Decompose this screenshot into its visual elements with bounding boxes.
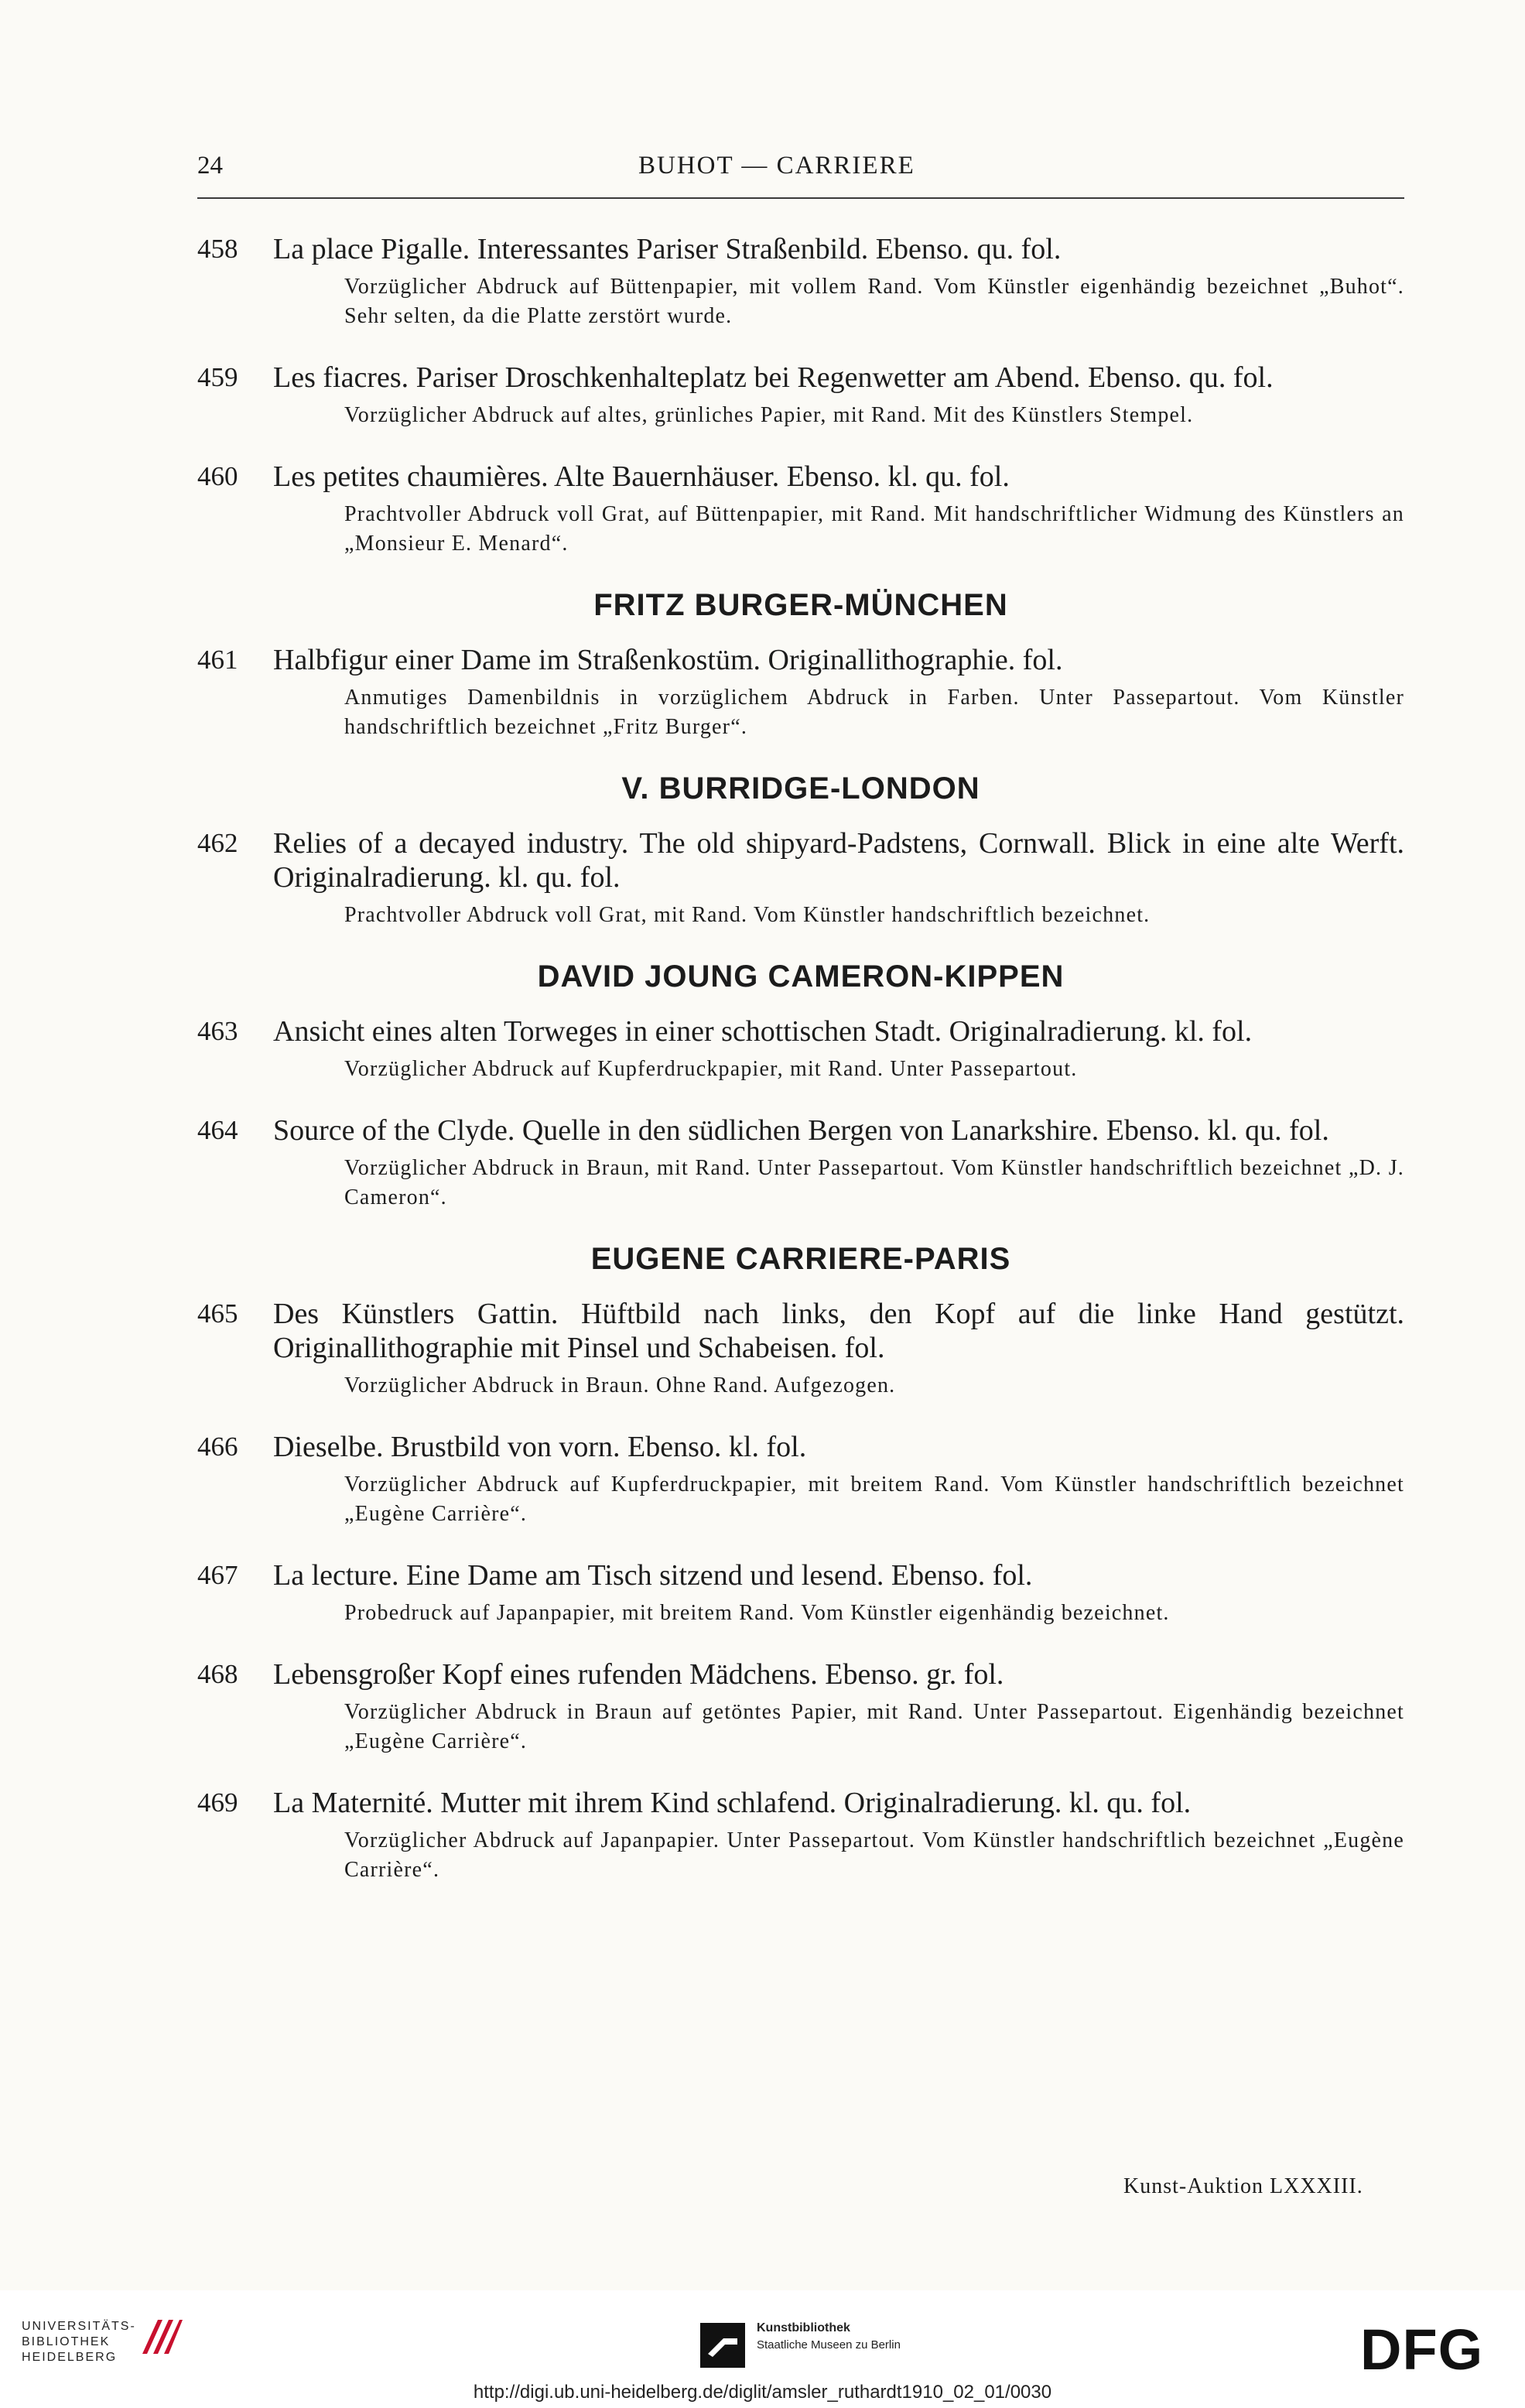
lot-number: 468 <box>197 1659 238 1689</box>
lot-number: 459 <box>197 362 238 392</box>
lot-title: Les fiacres. Pariser Droschkenhalteplatz bei Regenwetter am Abend. Ebenso. qu. fol. <box>273 361 1274 394</box>
lot-description: Prachtvoller Abdruck voll Grat, mit Rand. Vom Künstler handschriftlich bezeichnet. <box>344 903 1151 927</box>
lot-description: Vorzüglicher Abdruck auf altes, grünliches Papier, mit Rand. Mit des Künstlers Stempel. <box>344 403 1194 427</box>
lot-title: Des Künstlers Gattin. Hüftbild nach links, den Kopf auf die linke Hand gestützt. Originallithographie mit Pinsel und Schabeisen. fol. <box>273 1298 1404 1364</box>
lot-description: Anmutiges Damenbildnis in vorzüglichem Abdruck in Farben. Unter Passepartout. Vom Künstler handschriftlich bezeichnet „Fritz Burger“. <box>344 686 1404 739</box>
lot-title: Lebensgroßer Kopf eines rufenden Mädchens. Ebenso. gr. fol. <box>273 1658 1004 1691</box>
lot-number: 467 <box>197 1560 238 1590</box>
kunstbibliothek-logo-icon <box>700 2323 745 2368</box>
lot-title: La place Pigalle. Interessantes Pariser Straßenbild. Ebenso. qu. fol. <box>273 233 1062 265</box>
artist-heading: EUGENE CARRIERE-PARIS <box>590 1242 1011 1276</box>
lot-description: Prachtvoller Abdruck voll Grat, auf Büttenpapier, mit Rand. Mit handschriftlicher Widmung des Künstlers an „Monsieur E. Menard“. <box>344 502 1404 556</box>
university-logo-icon <box>136 2314 184 2360</box>
artist-heading: DAVID JOUNG CAMERON-KIPPEN <box>537 959 1065 994</box>
lot-number: 464 <box>197 1115 238 1145</box>
lot-number: 458 <box>197 234 238 264</box>
catalogue-entry <box>197 643 1404 742</box>
catalogue-entry <box>197 361 1404 430</box>
catalogue-entries <box>197 232 1404 1914</box>
lot-title: La Maternité. Mutter mit ihrem Kind schlafend. Originalradierung. kl. qu. fol. <box>273 1787 1192 1819</box>
lot-description: Vorzüglicher Abdruck auf Kupferdruckpapier, mit Rand. Unter Passepartout. <box>344 1057 1078 1081</box>
lot-number: 463 <box>197 1016 238 1046</box>
dfg-logo: DFG <box>1360 2317 1484 2382</box>
page-number: 24 <box>197 152 223 180</box>
lot-title: Halbfigur einer Dame im Straßenkostüm. Originallithographie. fol. <box>273 644 1063 676</box>
lot-description: Vorzüglicher Abdruck in Braun. Ohne Rand. Aufgezogen. <box>344 1373 896 1397</box>
lot-title: Relies of a decayed industry. The old shipyard-Padstens, Cornwall. Blick in eine alte Werft. Originalradierung. kl. qu. fol. <box>273 827 1404 894</box>
catalogue-entry <box>197 1786 1404 1885</box>
lot-number: 461 <box>197 645 238 675</box>
lot-description: Vorzüglicher Abdruck auf Büttenpapier, mit vollem Rand. Vom Künstler eigenhändig bezeichnet „Buhot“. Sehr selten, da die Platte zerstört wurde. <box>344 275 1404 328</box>
kunstbibliothek-label: Kunstbibliothek Staatliche Museen zu Berlin <box>757 2321 901 2352</box>
running-title: BUHOT — CARRIERE <box>638 152 915 180</box>
lot-number: 460 <box>197 461 238 491</box>
catalogue-entry <box>197 826 1404 930</box>
source-url: http://digi.ub.uni-heidelberg.de/diglit/amsler_ruthardt1910_02_01/0030 <box>473 2382 1052 2403</box>
lot-description: Probedruck auf Japanpapier, mit breitem Rand. Vom Künstler eigenhändig bezeichnet. <box>344 1601 1170 1625</box>
catalogue-entry <box>197 232 1404 331</box>
lot-description: Vorzüglicher Abdruck in Braun auf getöntes Papier, mit Rand. Unter Passepartout. Eigenhändig bezeichnet „Eugène Carrière“. <box>344 1700 1404 1753</box>
lot-title: Les petites chaumières. Alte Bauernhäuser. Ebenso. kl. qu. fol. <box>273 460 1010 493</box>
lot-number: 465 <box>197 1298 238 1329</box>
artist-heading: V. BURRIDGE-LONDON <box>621 771 980 806</box>
lot-title: Dieselbe. Brustbild von vorn. Ebenso. kl. fol. <box>273 1431 807 1463</box>
catalogue-entry <box>197 1297 1404 1401</box>
catalogue-entry <box>197 1430 1404 1529</box>
header-rule <box>197 197 1404 199</box>
lot-description: Vorzüglicher Abdruck in Braun, mit Rand. Unter Passepartout. Vom Künstler handschriftlich bezeichnet „D. J. Cameron“. <box>344 1156 1404 1209</box>
university-library-name: UNIVERSITÄTS- BIBLIOTHEK HEIDELBERG <box>22 2320 136 2364</box>
catalogue-entry <box>197 1014 1404 1084</box>
lot-title: Source of the Clyde. Quelle in den südlichen Bergen von Lanarkshire. Ebenso. kl. qu. fol. <box>273 1114 1329 1147</box>
lot-title: Ansicht eines alten Torweges in einer schottischen Stadt. Originalradierung. kl. fol. <box>273 1015 1253 1048</box>
catalogue-entry <box>197 460 1404 559</box>
catalogue-entry <box>197 1113 1404 1213</box>
lot-number: 466 <box>197 1431 238 1462</box>
catalogue-entry <box>197 1657 1404 1756</box>
lot-number: 462 <box>197 828 238 858</box>
lot-title: La lecture. Eine Dame am Tisch sitzend und lesend. Ebenso. fol. <box>273 1559 1033 1592</box>
artist-heading: FRITZ BURGER-MÜNCHEN <box>593 588 1008 622</box>
lot-description: Vorzüglicher Abdruck auf Kupferdruckpapier, mit breitem Rand. Vom Künstler handschriftlich bezeichnet „Eugène Carrière“. <box>344 1473 1404 1526</box>
lot-number: 469 <box>197 1787 238 1818</box>
running-header <box>197 152 1404 189</box>
signature-mark: Kunst-Auktion LXXXIII. <box>1123 2174 1363 2198</box>
catalogue-entry <box>197 1558 1404 1628</box>
lot-description: Vorzüglicher Abdruck auf Japanpapier. Unter Passepartout. Vom Künstler handschriftlich bezeichnet „Eugène Carrière“. <box>344 1828 1404 1882</box>
